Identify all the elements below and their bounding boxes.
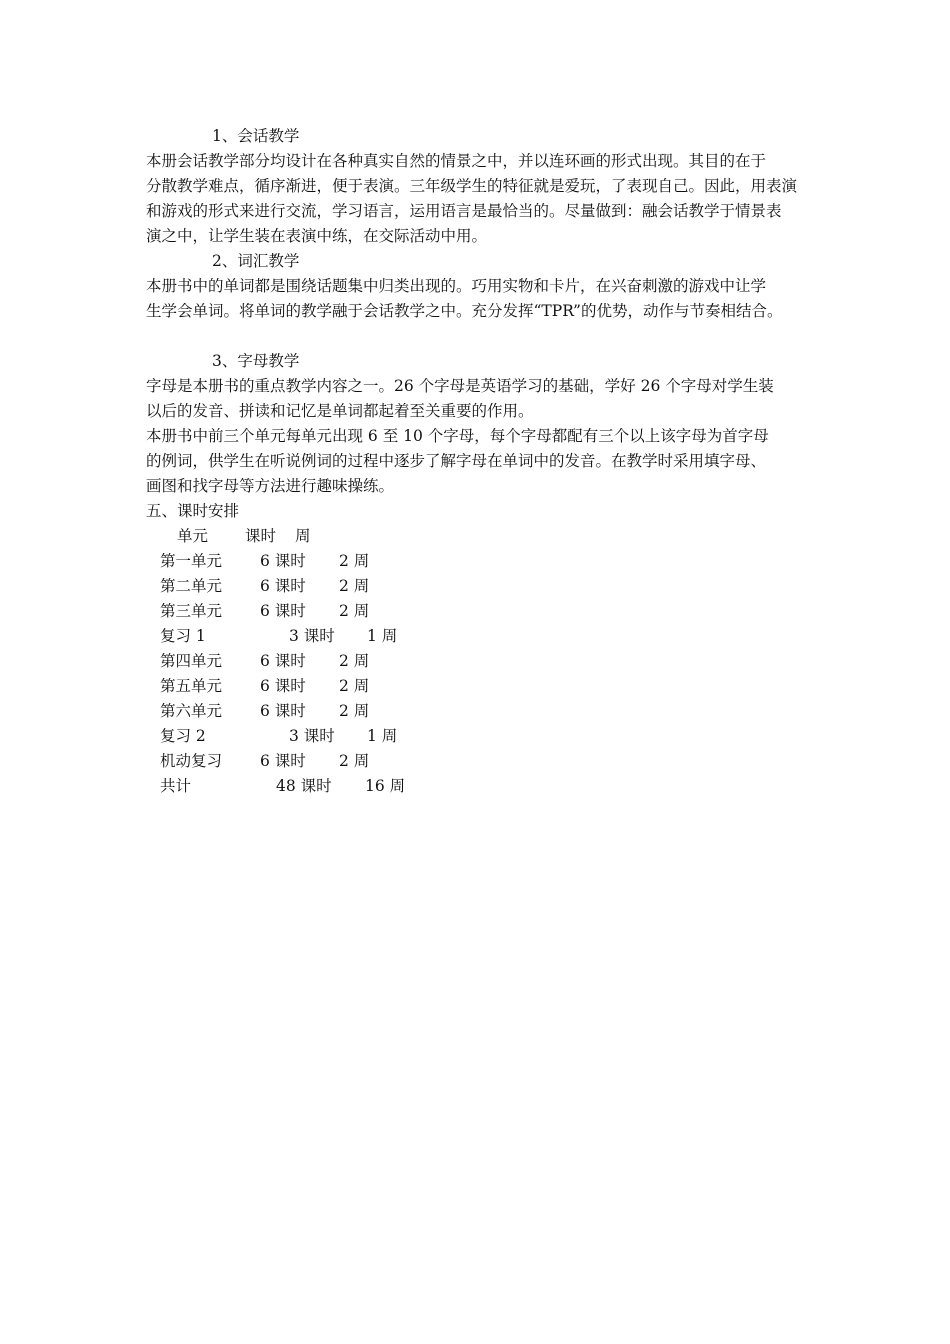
schedule-table — [146, 524, 826, 799]
schedule-unit: 机动复习 — [160, 752, 223, 770]
schedule-weeks: 1 周 — [367, 627, 398, 645]
text-line: 分散教学难点，循序渐进，便于表演。三年级学生的特征就是爱玩，了表现自己。因此，用表演 — [146, 177, 798, 195]
schedule-hours: 6 课时 — [260, 552, 306, 570]
section-body-letters — [146, 374, 826, 499]
schedule-weeks: 2 周 — [339, 602, 370, 620]
schedule-unit: 第二单元 — [160, 577, 223, 595]
schedule-hours: 6 课时 — [260, 602, 306, 620]
schedule-weeks: 2 周 — [339, 752, 370, 770]
schedule-unit: 共计 — [160, 777, 192, 795]
schedule-rows — [146, 549, 826, 799]
header-hours: 课时 — [245, 527, 277, 545]
text-line: 本册书中的单词都是围绕话题集中归类出现的。巧用实物和卡片，在兴奋刺激的游戏中让学 — [146, 277, 767, 295]
section-body-vocabulary — [146, 274, 826, 324]
schedule-hours: 3 课时 — [289, 727, 335, 745]
schedule-hours: 6 课时 — [260, 752, 306, 770]
schedule-row — [146, 599, 826, 624]
schedule-unit: 第五单元 — [160, 677, 223, 695]
schedule-row — [146, 774, 826, 799]
text-line: 和游戏的形式来进行交流，学习语言，运用语言是最恰当的。尽量做到：融会话教学于情景表 — [146, 202, 782, 220]
blank-line — [146, 324, 826, 349]
schedule-hours: 6 课时 — [260, 652, 306, 670]
schedule-row — [146, 624, 826, 649]
schedule-row — [146, 674, 826, 699]
schedule-unit: 第六单元 — [160, 702, 223, 720]
schedule-row — [146, 724, 826, 749]
schedule-hours: 6 课时 — [260, 577, 306, 595]
section-heading-vocabulary: 2、词汇教学 — [212, 252, 300, 270]
document-page — [146, 124, 826, 799]
text-line: 生学会单词。将单词的教学融于会话教学之中。充分发挥“TPR”的优势，动作与节奏相结合。 — [146, 302, 783, 320]
schedule-row — [146, 699, 826, 724]
header-weeks: 周 — [295, 527, 311, 545]
schedule-hours: 48 课时 — [276, 777, 332, 795]
header-unit: 单元 — [177, 527, 209, 545]
text-line: 字母是本册书的重点教学内容之一。26 个字母是英语学习的基础，学好 26 个字母对学生装 — [146, 377, 774, 395]
schedule-weeks: 2 周 — [339, 652, 370, 670]
schedule-row — [146, 649, 826, 674]
schedule-title: 五、课时安排 — [146, 502, 240, 520]
schedule-unit: 第三单元 — [160, 602, 223, 620]
text-line: 演之中，让学生装在表演中练，在交际活动中用。 — [146, 227, 488, 245]
section-heading-conversation: 1、会话教学 — [212, 127, 300, 145]
schedule-row — [146, 749, 826, 774]
schedule-hours: 6 课时 — [260, 677, 306, 695]
text-line: 本册书中前三个单元每单元出现 6 至 10 个字母，每个字母都配有三个以上该字母为首字母 — [146, 427, 769, 445]
section-body-conversation — [146, 149, 826, 249]
schedule-hours: 6 课时 — [260, 702, 306, 720]
schedule-weeks: 2 周 — [339, 702, 370, 720]
schedule-header-row — [146, 524, 826, 549]
schedule-weeks: 16 周 — [365, 777, 406, 795]
schedule-weeks: 2 周 — [339, 577, 370, 595]
schedule-row — [146, 574, 826, 599]
schedule-weeks: 1 周 — [367, 727, 398, 745]
text-line: 以后的发音、拼读和记忆是单词都起着至关重要的作用。 — [146, 402, 534, 420]
schedule-unit: 复习 2 — [160, 727, 206, 745]
schedule-unit: 复习 1 — [160, 627, 206, 645]
schedule-unit: 第四单元 — [160, 652, 223, 670]
text-line: 画图和找字母等方法进行趣味操练。 — [146, 477, 395, 495]
schedule-weeks: 2 周 — [339, 677, 370, 695]
schedule-row — [146, 549, 826, 574]
text-line: 的例词，供学生在听说例词的过程中逐步了解字母在单词中的发音。在教学时采用填字母、 — [146, 452, 767, 470]
section-heading-letters: 3、字母教学 — [212, 352, 300, 370]
schedule-hours: 3 课时 — [289, 627, 335, 645]
schedule-unit: 第一单元 — [160, 552, 223, 570]
text-line: 本册会话教学部分均设计在各种真实自然的情景之中，并以连环画的形式出现。其目的在于 — [146, 152, 767, 170]
schedule-weeks: 2 周 — [339, 552, 370, 570]
